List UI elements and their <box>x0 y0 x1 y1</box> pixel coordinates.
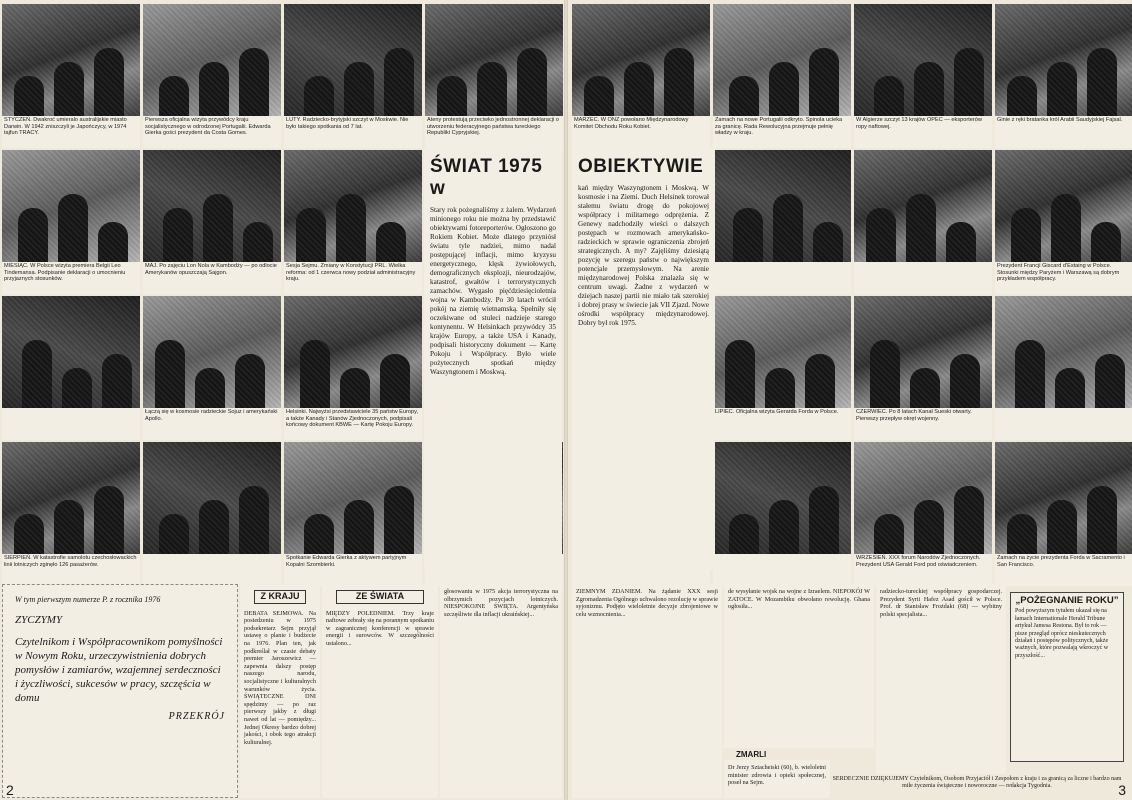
photo-cell <box>2 296 140 440</box>
news-photo <box>572 4 710 116</box>
column-text-1: DEBATA SEJMOWA. Na posiedzeniu w 1975 podsekretarz Sejm przyjął ustawę o planie i budżecie na 1976. Plan ten, jak podkreślał w czasie debaty premier Jaroszewicz — zapewnia dalszy postęp naszego narodu, socjalistyczne i kulturalnych warunków życia. ŚWIĄTECZNE DNI spędzimy — po raz pierwszy jakby z długi nawet od lat — pomiędzy... Jednej Okresy bardzo dobrej jakości, i obok tego atrakcji kulturalnej. <box>244 609 316 746</box>
headline-left: ŚWIAT 1975 w <box>430 156 543 199</box>
photo-caption: Ginie z ręki bratanka król Arabii Saudyjskiej Fajsal. <box>997 117 1123 123</box>
intro-text-left: Stary rok pożegnaliśmy z żalem. Wydarzeń minionego roku nie można by przedstawić obiektywami fotoreporterów. Ogłoszono go Rokiem Kobiet. Może dlatego przyniósł światu tyle nadziei, mimo nadal postępującej inflacji, mimo kryzysu energetycznego, klęsk żywiołowych, demograficznych eksplozji, nieurodzajów, katastrof, gwałtów i terrorystycznych zamachów. Wygasło pięćdziesięcioletnia wojna w Kambodży. Po 30 latach wrócił pokój na ziemię wietnamską. Spełniły się oczekiwane od stuleci nadzieje starego kontynentu. W Helsinkach przywódcy 35 krajów Europy, a także USA i Kanady, podpisali historyczny dokument — Kartę Pokoju i Współpracy. Było wiele pożytecznych spotkań między Waszyngtonem i Moskwą. <box>430 206 556 376</box>
new-year-greeting <box>2 584 238 798</box>
photo-cell <box>854 4 992 148</box>
column-3 <box>440 584 562 798</box>
greeting-wishes: Czytelnikom i Współpracownikom pomyślności w Nowym Roku, urzeczywistnienia dobrych pomysłów i zamiarów, wzajemnej serdeczności i życzliwości, sukcesów w pracy, szczęścia w domu <box>15 636 223 704</box>
photo-caption: Pierwsza oficjalna wizyta przywódcy kraju socjalistycznego w odrodzonej Portugalii. Edwarda Gierka gości prezydent da Costa Gomes. <box>145 117 271 137</box>
news-photo <box>854 4 992 116</box>
photo-cell <box>2 150 140 294</box>
photo-caption <box>713 262 851 294</box>
photo-caption <box>995 408 1132 440</box>
zmarli-text: Dr Jerzy Sztacheiski (60), b. wieloletni minister zdrowia i opieki społecznej, poseł na Sejm. <box>728 764 826 787</box>
photo-caption: STYCZEŃ. Dwakroć umieralo australijskie miasto Darwin. W 1942 zniszczyli je Japończycy, w 1974 tajfun TRACY. <box>4 117 127 137</box>
news-photo <box>425 4 563 116</box>
pozegnanie-roku-box <box>1010 592 1124 762</box>
photo-caption: MARZEC. W ONZ powołano Międzynarodowy Komitet Obchodu Roku Kobiet. <box>574 117 689 130</box>
news-photo <box>143 442 281 554</box>
photo-cell <box>713 4 851 148</box>
photo-cell <box>425 4 563 148</box>
photo-caption <box>854 262 992 294</box>
news-photo <box>284 296 422 408</box>
news-photo <box>854 442 992 554</box>
photo-cell <box>2 442 140 586</box>
photo-cell <box>143 296 281 440</box>
photo-cell <box>995 4 1132 148</box>
photo-cell <box>995 296 1132 440</box>
photo-caption: Prezydent Francji Giscard d'Estaing w Polsce. Stosunki między Paryżem i Warszawą są dobrym przykładem współpracy. <box>997 263 1120 283</box>
title-block-left <box>424 148 562 570</box>
photo-caption <box>143 554 281 586</box>
photo-caption: MAJ. Po zajęciu Lon Nola w Kambodży — po odlocie Amerykanów opuszczają Sajgon. <box>145 263 277 276</box>
zmarli-heading: ZMARLI <box>736 750 767 759</box>
column-text-4: ZIEMNYM ZDANIEM. Na żądanie XXX sesji Zgromadzenia Ogólnego uchwalono rezolucję w sprawie syjonizmu. Podjęto wieloletnie decyzje zbrojeniowe w celu wzmocnienia... <box>576 588 718 618</box>
photo-cell <box>284 442 422 586</box>
photo-caption: Zamach na nowe Portugalii odkryto. Spinola ucieka za granicę. Rada Rewolucyjna przejmuje pełnię władzy w kraju. <box>715 117 843 137</box>
photo-caption: Zamach na życie prezydenta Forda w Sacramento i San Francisco. <box>997 555 1125 568</box>
section-heading-z-kraju: Z KRAJU <box>254 590 306 604</box>
news-photo <box>284 150 422 262</box>
pozegnanie-text: Pod powyższym tytułem ukazał się na łamach Internationale Herald Tribune artykuł Jamesa Restona. Był to rok — pisze przegląd oprócz nieskutecznych działań i postępów politycznych, także ważnych, które pozwalają wkroczyć w przyszłość... <box>1015 608 1109 659</box>
news-photo <box>995 150 1132 262</box>
photo-caption: Sesja Sejmu. Zmiany w Konstytucji PRL. Wielka reforma: od 1 czerwca nowy podział administracyjny kraju. <box>286 263 416 283</box>
news-photo <box>2 296 140 408</box>
column-text-3: głosowaniu w 1975 akcja terrorystyczna na olbrzymich pozycjach lotniczych. NIESPOKOJNE ŚWIĘTA. Argentyńska szczęśliwie dla inflacji ukraińskiej... <box>444 588 558 618</box>
photo-cell <box>143 4 281 148</box>
news-photo <box>854 296 992 408</box>
news-photo <box>284 442 422 554</box>
news-photo <box>284 4 422 116</box>
photo-caption: CZERWIEC. Po 8 latach Kanał Sueski otwarty. Pierwszy przepływ okręt wojenny. <box>856 409 972 422</box>
photo-cell <box>854 442 992 586</box>
photo-cell <box>284 296 422 440</box>
news-photo <box>713 150 851 262</box>
news-photo <box>2 4 140 116</box>
photo-cell <box>284 150 422 294</box>
photo-cell <box>995 150 1132 294</box>
news-photo <box>2 150 140 262</box>
photo-cell <box>713 442 851 586</box>
photo-caption: LIPIEC. Oficjalna wizyta Gerarda Forda w Polsce. <box>715 409 839 415</box>
photo-caption <box>2 408 140 440</box>
photo-caption: Helsinki. Najwyżsi przedstawiciele 35 państw Europy, a także Kanady i Stanów Zjednoczonych, podpisali końcowy dokument KBWE — Kartę Pokoju Europy. <box>286 409 419 429</box>
column-z-kraju <box>240 584 320 798</box>
photo-cell <box>572 4 710 148</box>
photo-cell <box>995 442 1132 586</box>
photo-cell <box>713 150 851 294</box>
pozegnanie-heading: „POŻEGNANIE ROKU” <box>1015 595 1119 606</box>
photo-cell <box>284 4 422 148</box>
column-text-2: MIĘDZY POLEDNIEM. Trzy kraje naftowe zebrały się na porannym spotkaniu w zagranicznej konferencji w sprawie energii i surowców. W szczególności ustalono... <box>326 609 434 647</box>
news-photo <box>995 296 1132 408</box>
news-photo <box>143 150 281 262</box>
photo-caption: LUTY. Radziecko-brytyjski szczyt w Moskwie. Nie było takiego spotkania od 7 lat. <box>286 117 409 130</box>
news-photo <box>995 4 1132 116</box>
column-6 <box>876 584 1006 774</box>
title-block-right <box>572 148 715 570</box>
photo-caption: Spotkanie Edwarda Gierka z aktywem partyjnym Kopalni Szombierki. <box>286 555 407 568</box>
column-4 <box>572 584 722 798</box>
photo-caption: Ateny protestują przeciwko jednostronnej deklaracji o utworzeniu federacyjnego państwa tureckiego Republiki Cypryjskiej. <box>427 117 559 137</box>
column-5 <box>724 584 874 748</box>
news-photo <box>2 442 140 554</box>
column-text-5: de wysyłanie wojsk na wojne z Izraelem. NIEPOKÓJ W ZATOCE. W Mozambiku obwołano rewolucję. Ghana ogłosiła... <box>728 588 870 611</box>
section-heading-ze-swiata: ZE ŚWIATA <box>336 590 424 604</box>
photo-caption: Łączą się w kosmosie radzieckie Sojuz i amerykański Apollo. <box>145 409 278 422</box>
column-text-6: radziecko-tureckiej współpracy gospodarczej. Prezydent Syrii Hafez Asad gościł w Polsce. Prof. dr Stanisław Frożdakt (68) — wybitny polski specjalista... <box>880 588 1002 618</box>
greeting-heading: ZYCZYMY <box>15 614 63 626</box>
news-photo <box>143 296 281 408</box>
photo-caption: W Algierze szczyt 13 krajów OPEC — eksporterów ropy naftowej. <box>856 117 982 130</box>
greeting-signature: PRZEKRÓJ <box>168 711 225 722</box>
intro-text-right: kań między Waszyngtonem i Moskwą. W kosmosie i na Ziemi. Duch Helsinek torował stałemu światu drogę do pokojowej współpracy i militarnego odprężenia. Z Genewy nadchodziły wieści o dalszych postępach w rozmowach amerykańsko-radzieckich w sprawie ograniczenia zbrojeń strategicznych. A my? Zajęliśmy dziesiątą pozycję w szeregu państw o największym potencjale przemysłowym. Na arenie międzynarodowej Polska znalazła się w centrum uwagi. Żadne z wydarzeń w dziejach naszej partii nie miało tak szerokiej i dobrej prasy w świecie jak VII Zjazd. Nowe ośrodki współpracy międzynarodowej. Dobry był rok 1975. <box>578 184 709 327</box>
photo-caption: SIERPIEŃ. W katastrofie samolotu czechosłowackich linii lotniczych zginęło 126 pasażerów. <box>4 555 137 568</box>
photo-caption: WRZESIEŃ. XXX forum Narodów Zjednoczonych. Prezydent USA Gerald Ford pod oświadczeniem. <box>856 555 981 568</box>
photo-cell <box>713 296 851 440</box>
photo-caption <box>713 554 851 586</box>
news-photo <box>854 150 992 262</box>
photo-cell <box>854 150 992 294</box>
page-number-left: 2 <box>6 782 14 798</box>
greeting-lead: W tym pierwszym numerze P. z rocznika 1976 <box>15 595 161 604</box>
thanks-note: SERDECZNIE DZIĘKUJEMY Czytelnikom, Osobom Przyjaciół i Zespołom z kraju i za granicą za liczne i bardzo nam miłe życzenia świąteczne i noworoczne — redakcja Tygodnia. <box>832 776 1122 790</box>
photo-cell <box>143 150 281 294</box>
photo-caption: MIESIĄC. W Polsce wizyta premiera Belgii Leo Tindemansa. Podpisanie deklaracji o umocnieniu przyjaznych stosunków. <box>4 263 126 283</box>
headline-right: OBIEKTYWIE <box>578 156 704 177</box>
photo-cell <box>143 442 281 586</box>
photo-cell <box>854 296 992 440</box>
news-photo <box>713 296 851 408</box>
zmarli-column <box>724 760 830 798</box>
page-gutter <box>564 0 568 800</box>
news-photo <box>713 4 851 116</box>
page-number-right: 3 <box>1118 782 1126 798</box>
news-photo <box>143 4 281 116</box>
news-photo <box>995 442 1132 554</box>
news-photo <box>713 442 851 554</box>
photo-cell <box>2 4 140 148</box>
column-ze-swiata <box>322 584 438 798</box>
